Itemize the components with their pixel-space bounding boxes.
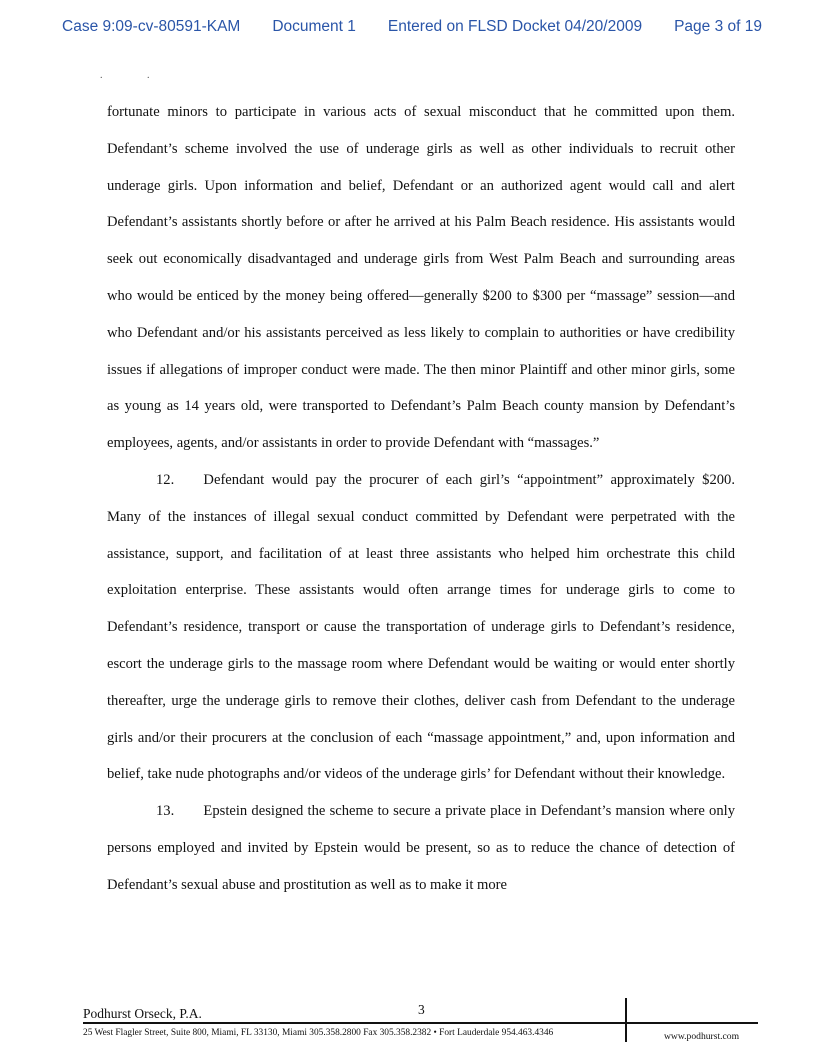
paragraph-13: 13. Epstein designed the scheme to secure a private place in Defendant’s mansion where only persons employed and invited by Epstein would be present, so as to reduce the chance of detection of Defendant’s sexual abuse and prostitution as well as to make it more — [107, 803, 735, 893]
page-count: Page 3 of 19 — [674, 18, 762, 35]
docket-entry: Entered on FLSD Docket 04/20/2009 — [387, 18, 643, 35]
docket-header — [62, 18, 762, 36]
paragraph-11-continued: fortunate minors to participate in various acts of sexual misconduct that he committed upon them. Defendant’s scheme involved the use of underage girls as well as other individuals to recruit other underage girls. Upon information and belief, Defendant or an authorized agent would call and alert Defendant’s assistants shortly before or after he arrived at his Palm Beach residence. His assistants would seek out economically disadvantaged and underage girls from West Palm Beach and surrounding areas who would be enticed by the money being offered—generally $200 to $300 per “massage” session—and who Defendant and/or his assistants perceived as less likely to complain to authorities or have credibility issues if allegations of improper conduct were made. The then minor Plaintiff and other minor girls, some as young as 14 years old, were transported to Defendant’s Palm Beach county mansion by Defendant’s employees, agents, and/or assistants in order to provide Defendant with “massages.” — [107, 104, 735, 452]
scan-mark: . — [100, 70, 103, 81]
paragraph-12: 12. Defendant would pay the procurer of each girl’s “appointment” approximately $200. Many of the instances of illegal sexual conduct committed by Defendant were perpetrated with the assistance, support, and facilitation of at least three assistants who helped him orchestrate this child exploitation enterprise. These assistants would often arrange times for underage girls to come to Defendant’s residence, transport or cause the transportation of underage girls to Defendant’s residence, escort the underage girls to the massage room where Defendant would be waiting or would enter shortly thereafter, urge the underage girls to remove their clothes, deliver cash from Defendant to the underage girls and/or their procurers at the conclusion of each “massage appointment,” and, upon information and belief, take nude photographs and/or videos of the underage girls’ for Defendant without their knowledge. — [107, 471, 735, 783]
page-number: 3 — [418, 1002, 425, 1017]
firm-address: 25 West Flagler Street, Suite 800, Miami, FL 33130, Miami 305.358.2800 Fax 305.358.2382 • Fort Lauderdale 954.463.4346 — [83, 1028, 554, 1038]
case-number: Case 9:09-cv-80591-KAM — [62, 18, 241, 35]
scan-mark: . — [147, 70, 150, 81]
document-body — [107, 94, 735, 904]
footer-vertical-divider — [625, 998, 627, 1042]
document-number: Document 1 — [272, 18, 356, 35]
footer-divider — [83, 1022, 758, 1024]
scan-marks — [100, 70, 192, 81]
firm-website: www.podhurst.com — [664, 1031, 740, 1042]
firm-name: Podhurst Orseck, P.A. — [83, 1006, 202, 1021]
